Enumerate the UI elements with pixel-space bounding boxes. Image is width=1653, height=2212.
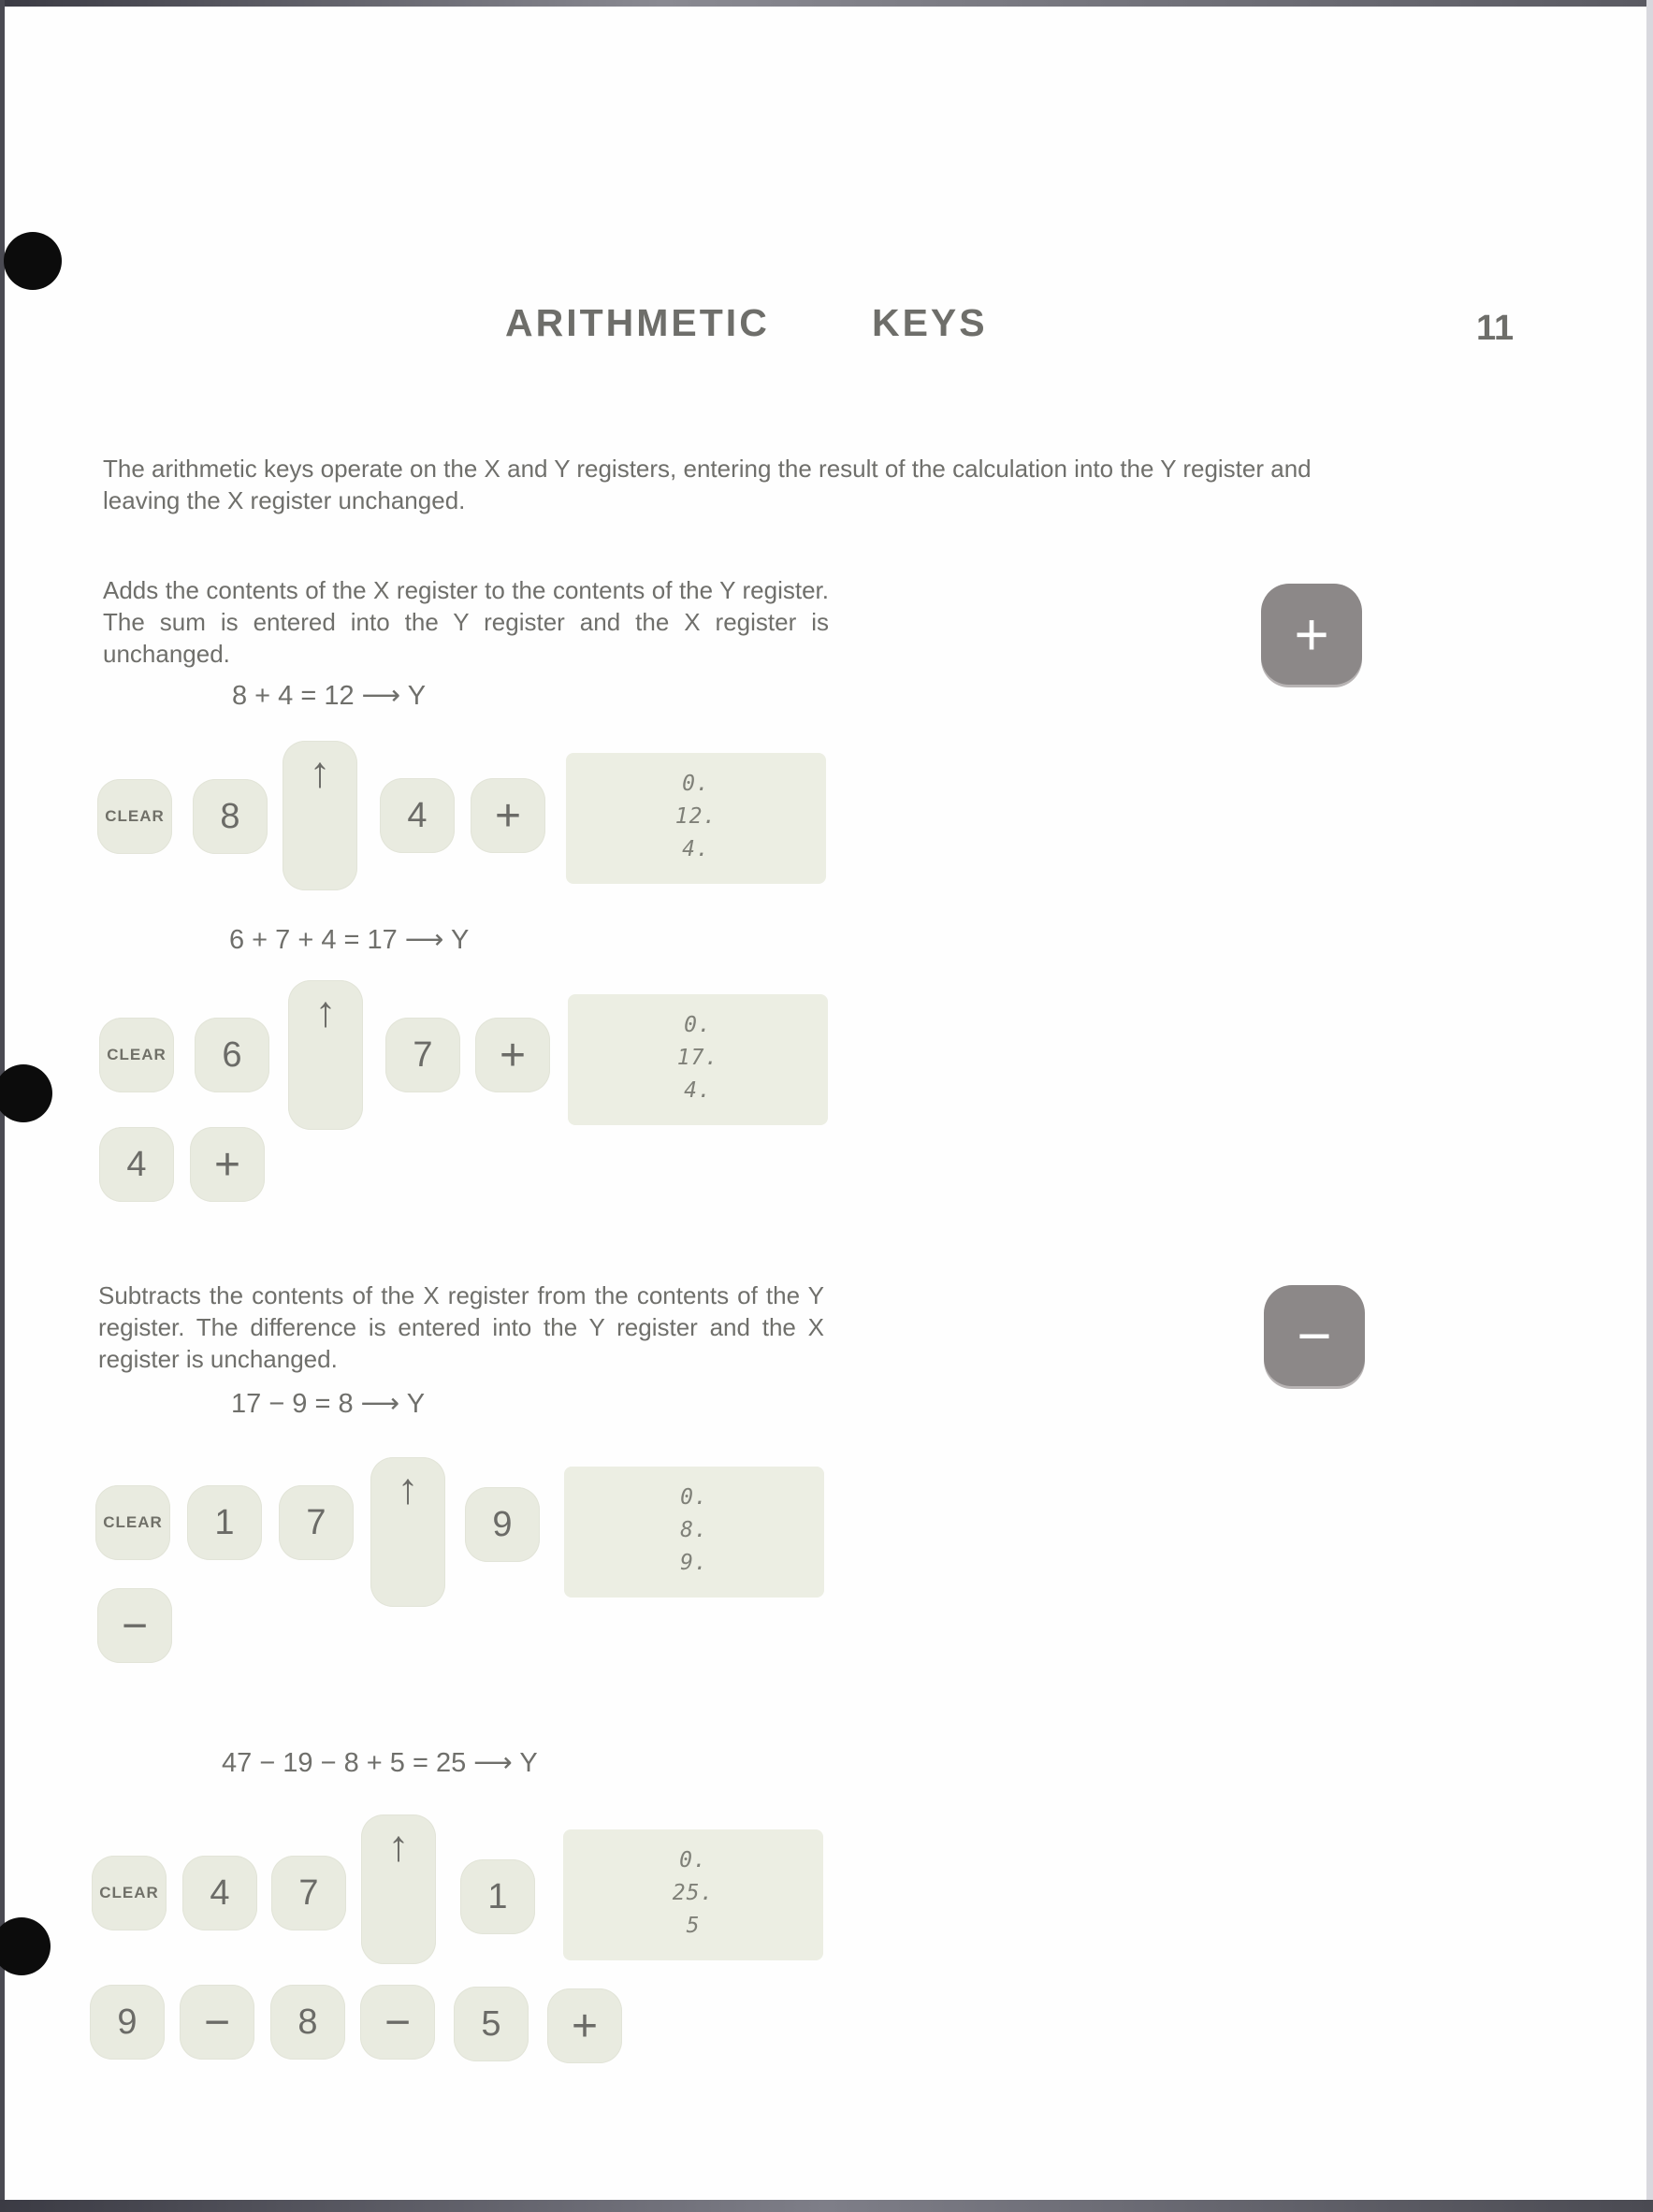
display-line-x: 4. (682, 837, 710, 861)
key-enter-up: ↑ (361, 1814, 436, 1964)
key-plus: + (547, 1988, 622, 2063)
key-enter-up: ↑ (370, 1457, 445, 1607)
plus-key-large: + (1261, 584, 1362, 685)
subtraction-example1-equation: 17 − 9 = 8 ⟶ Y (231, 1389, 426, 1419)
key-9: 9 (90, 1985, 165, 2060)
key-plus: + (471, 778, 545, 853)
key-plus: + (190, 1127, 265, 1202)
addition-example2-equation: 6 + 7 + 4 = 17 ⟶ Y (229, 925, 470, 955)
display-readout (568, 994, 828, 1125)
key-9: 9 (465, 1487, 540, 1562)
key-clear: CLEAR (97, 779, 172, 854)
key-6: 6 (195, 1018, 269, 1092)
key-7: 7 (279, 1485, 354, 1560)
key-clear: CLEAR (92, 1856, 167, 1930)
key-7: 7 (385, 1018, 460, 1092)
display-line-z: 0. (680, 1485, 708, 1510)
key-minus: − (180, 1985, 254, 2060)
binder-hole-top (4, 232, 62, 290)
intro-paragraph: The arithmetic keys operate on the X and Y registers, entering the result of the calculation into the Y register and leaving the X register unchanged. (103, 455, 1312, 514)
key-5: 5 (454, 1987, 529, 2061)
display-line-x: 4. (684, 1078, 712, 1103)
key-clear: CLEAR (99, 1018, 174, 1092)
key-enter-up: ↑ (283, 741, 357, 890)
display-line-z: 0. (679, 1848, 707, 1872)
display-line-y: 12. (674, 804, 718, 829)
display-line-z: 0. (684, 1013, 712, 1037)
addition-example1-equation: 8 + 4 = 12 ⟶ Y (232, 681, 427, 711)
binder-hole-bottom (0, 1917, 51, 1975)
page-title: ARITHMETIC KEYS (505, 301, 988, 344)
display-line-y: 17. (676, 1046, 719, 1070)
key-8: 8 (270, 1985, 345, 2060)
minus-key-large: − (1264, 1285, 1365, 1386)
display-line-x: 9. (680, 1551, 708, 1575)
display-line-x: 5 (686, 1914, 701, 1938)
addition-description: Adds the contents of the X register to the contents of the Y register. The sum is entered into the Y register and the X register is unchanged. (103, 576, 829, 668)
subtraction-description: Subtracts the contents of the X register from the contents of the Y register. The difference is entered into the Y register and the X register is unchanged. (98, 1281, 824, 1373)
scan-edge-right (1646, 0, 1653, 2212)
key-4: 4 (380, 778, 455, 853)
key-4: 4 (99, 1127, 174, 1202)
key-8: 8 (193, 779, 268, 854)
key-1: 1 (187, 1485, 262, 1560)
key-minus: − (97, 1588, 172, 1663)
scan-edge-bottom (0, 2200, 1653, 2212)
key-minus: − (360, 1985, 435, 2060)
display-readout (564, 1467, 824, 1598)
scan-edge-top (0, 0, 1653, 7)
key-enter-up: ↑ (288, 980, 363, 1130)
key-7: 7 (271, 1856, 346, 1930)
display-readout (563, 1829, 823, 1960)
display-line-y: 25. (672, 1881, 715, 1905)
key-1: 1 (460, 1859, 535, 1934)
key-clear: CLEAR (95, 1485, 170, 1560)
page-number: 11 (1476, 309, 1515, 348)
subtraction-example2-equation: 47 − 19 − 8 + 5 = 25 ⟶ Y (222, 1748, 538, 1778)
display-line-z: 0. (682, 772, 710, 796)
key-plus: + (475, 1018, 550, 1092)
display-line-y: 8. (680, 1518, 708, 1542)
display-readout (566, 753, 826, 884)
binder-hole-middle (0, 1064, 52, 1122)
key-4: 4 (182, 1856, 257, 1930)
